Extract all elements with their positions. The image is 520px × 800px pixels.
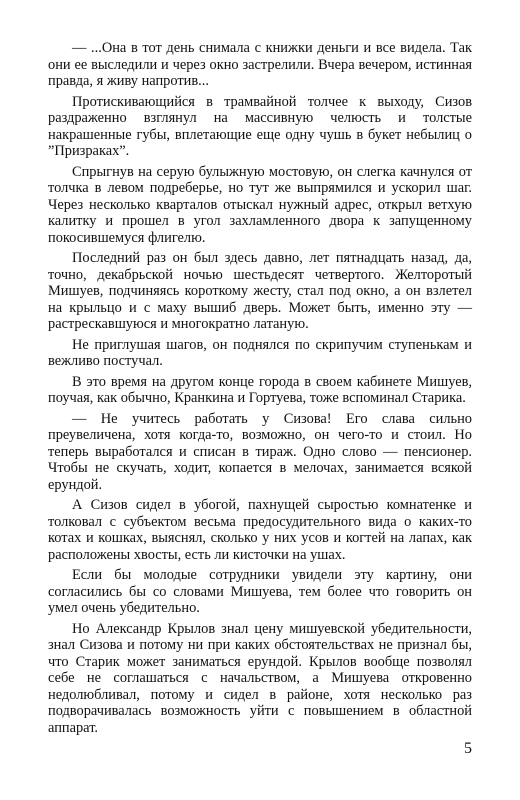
paragraph-3: Спрыгнув на серую булыжную мостовую, он слегка качнулся от толчка в левом подреберье, но тут же выпрямился и ускорил шаг. Через несколько кварталов отыскал нужный адрес, открыл ветхую калитку и прошел в угол захламленного двора к запущенному покосившемуся флигелю. bbox=[48, 163, 472, 246]
paragraph-6: В это время на другом конце города в своем кабинете Мишуев, поучая, как обычно, Кранкина и Гортуева, тоже вспоминал Старика. bbox=[48, 373, 472, 406]
paragraph-9: Если бы молодые сотрудники увидели эту картину, они согласились бы со словами Мишуева, тем более что говорить он умел очень убедительно. bbox=[48, 567, 472, 616]
page-body-text bbox=[48, 40, 472, 740]
page-number: 5 bbox=[464, 740, 472, 757]
paragraph-10: Но Александр Крылов знал цену мишуевской убедительности, знал Сизова и потому ни при каких обстоятельствах не признал бы, что Старик может заниматься ерундой. Крылов вообще позволял себе не соглашаться с начальством, а Мишуева откровенно недолюбливал, потому и сидел в районе, хотя несколько раз подворачивалась возможность уйти с повышением в областной аппарат. bbox=[48, 620, 472, 736]
paragraph-8: А Сизов сидел в убогой, пахнущей сыростью комнатенке и толковал с субъектом весьма предосудительного вида о каких-то котах и кошках, выяснял, сколько у них усов и когтей на лапах, как расположены хвосты, есть ли кисточки на ушах. bbox=[48, 497, 472, 563]
paragraph-5: Не приглушая шагов, он поднялся по скрипучим ступенькам и вежливо постучал. bbox=[48, 336, 472, 369]
paragraph-4: Последний раз он был здесь давно, лет пятнадцать назад, да, точно, декабрьской ночью шестьдесят четвертого. Желторотый Мишуев, подчиняясь короткому жесту, стал под окно, а он взлетел на крыльцо и с маху вышиб дверь. Может быть, именно эту — растрескавшуюся и многократно латаную. bbox=[48, 250, 472, 332]
paragraph-2: Протискивающийся в трамвайной толчее к выходу, Сизов раздраженно взглянул на массивную челюсть и толстые накрашенные губы, вплетающие еще одну чушь в букет небылиц о ”Призраках”. bbox=[48, 93, 472, 159]
paragraph-7: — Не учитесь работать у Сизова! Его слава сильно преувеличена, хотя когда-то, возможно, он чего-то и стоил. Но теперь выработался и списан в тираж. Одно слово — пенсионер. Чтобы не скучать, ходит, копается в мелочах, занимается всякой ерундой. bbox=[48, 410, 472, 493]
paragraph-1: — ...Она в тот день снимала с книжки деньги и все видела. Так они ее выследили и через окно застрелили. Вчера вечером, истинная правда, я живу напротив... bbox=[48, 40, 472, 89]
